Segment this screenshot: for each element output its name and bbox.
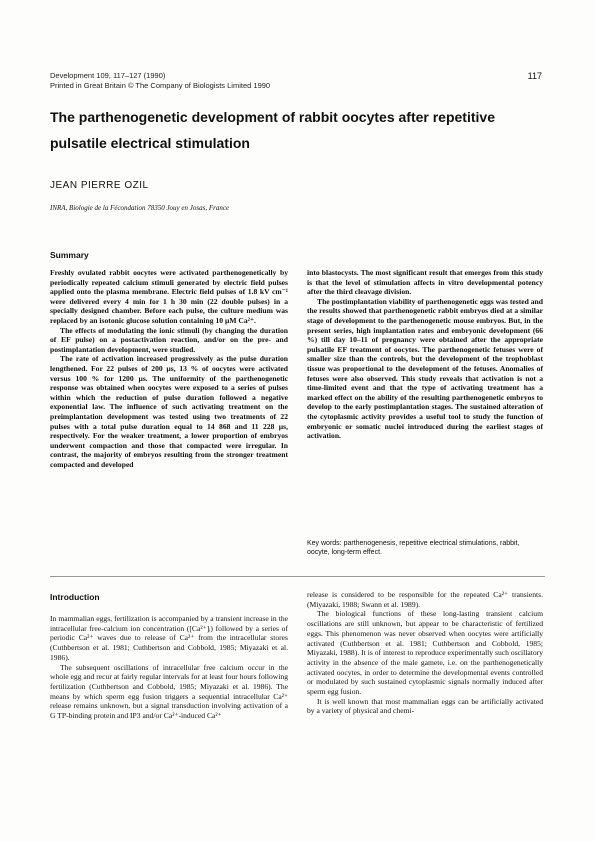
article-title: The parthenogenetic development of rabbit oocytes after repetitive pulsatile electrical stimulation: [50, 109, 495, 151]
summary-paragraph: The postimplantation viability of parthenogenetic eggs was tested and the results showed that parthenogenetic rabbit embryos died at a similar stage of development to the parthenogenetic mouse embryos. But, in the present series, high implantation rates and embryonic development (66 %) till day 10–11 of pregnancy were obtained after the appropriate pulsatile EF treatment of oocytes. The parthenogenetic fetuses were of smaller size than the controls, but the development of the trophoblast tissue was proportional to the development of the fetuses. Anomalies of fetuses were also observed. This study reveals that activation is not a time-limited event and that the type of activating treatment has a marked effect on the ability of the resulting parthenogenetic embryos to develop to the early postimplantation stages. The sustained alteration of the cytoplasmic activity provides a useful tool to study the function of embryonic or somatic nuclei introduced during the earliest stages of activation.: [307, 296, 543, 441]
keywords: Key words: parthenogenesis, repetitive electrical stimulations, rabbit, oocyte, long-term effect.: [307, 540, 520, 556]
author-name: JEAN PIERRE OZIL: [50, 180, 149, 191]
introduction-column-right: [307, 590, 543, 716]
summary-paragraph: The rate of activation increased progressively as the pulse duration lengthened. For 22 pulses of 200 µs, 13 % of oocytes were activated versus 100 % for 1200 µs. The uniformity of the parthenogenetic response was obtained when oocytes were exposed to a series of pulses within which the reduction of pulse duration followed a negative exponential law. The influence of such activating treatment on the preimplantation development was tested using two treatments of 22 pulses with a total pulse duration equal to 14 868 and 11 228 µs, respectively. For the weaker treatment, a lower proportion of embryos underwent compaction and those that compacted were irregular. In contrast, the majority of embryos resulting from the stronger treatment compacted and developed: [50, 354, 288, 469]
journal-citation: Development 109, 117–127 (1990): [50, 71, 166, 80]
introduction-paragraph: In mammalian eggs, fertilization is accompanied by a transient increase in the intracellular free-calcium ion concentration ([Ca²⁺]ᵢ) followed by a series of periodic Ca²⁺ waves due to release of Ca²⁺ from the intracellular stores (Cuthbertson et al. 1981; Cuthbertson and Cobbold, 1985; Miyazaki et al. 1986).: [50, 614, 288, 662]
author-affiliation: INRA, Biologie de la Fécondation 78350 Jouy en Josas, France: [50, 204, 230, 212]
summary-paragraph: Freshly ovulated rabbit oocytes were activated parthenogenetically by periodically repeated calcium stimuli generated by electric field pulses applied onto the plasma membrane. Electric field pulses of 1.8 kV cm⁻¹ were delivered every 4 min for 1 h 30 min (22 double pulses) in a specially designed chamber. Before each pulse, the culture medium was replaced by an isotonic glucose solution containing 10 µM Ca²⁺.: [50, 268, 288, 325]
section-divider: [50, 576, 545, 577]
introduction-heading: Introduction: [50, 592, 100, 602]
introduction-paragraph: release is considered to be responsible for the repeated Ca²⁺ transients. (Miyazaki, 1988; Swann et al. 1989).: [307, 590, 543, 609]
introduction-paragraph: It is well known that most mammalian eggs can be artificially activated by a variety of physical and chemi-: [307, 696, 543, 716]
introduction-paragraph: The biological functions of these long-lasting transient calcium oscillations are still unknown, but appear to be characteristic of fertilized eggs. This phenomenon was never observed when oocytes were artificially activated (Cuthbertson et al. 1981; Cuthbertson and Cobbold, 1985; Miyazaki, 1988). It is of interest to reproduce experimentally such oscillatory activity in the absence of the male gamete, i.e. on the parthenogenetically activated oocytes, in order to determine the developmental events controlled or modulated by such sustained cytoplasmic signals normally induced after sperm egg fusion.: [307, 609, 543, 697]
page-number: 117: [527, 71, 542, 81]
introduction-column-left: [50, 614, 288, 721]
introduction-paragraph: The subsequent oscillations of intracellular free calcium occur in the whole egg and recur at fairly regular intervals for at least four hours following fertilization (Cuthbertson and Cobbold, 1985; Miyazaki et al. 1986). The means by which sperm egg fusion triggers a sequential intracellular Ca²⁺ release remains unknown, but a signal transduction involving activation of a G TP-binding protein and IP3 and/or Ca²⁺-induced Ca²⁺: [50, 662, 288, 721]
summary-paragraph: into blastocysts. The most significant result that emerges from this study is that the level of stimulation affects in vitro developmental potency after the third cleavage division.: [307, 268, 543, 297]
summary-column-right: [307, 268, 543, 441]
summary-paragraph: The effects of modulating the ionic stimuli (by changing the duration of EF pulse) on a postactivation reaction, and/or on the pre- and postimplantation development, were studied.: [50, 325, 288, 354]
printed-notice: Printed in Great Britain © The Company of Biologists Limited 1990: [50, 81, 271, 90]
journal-header: [50, 71, 270, 91]
summary-column-left: [50, 268, 288, 469]
summary-heading: Summary: [50, 250, 89, 260]
